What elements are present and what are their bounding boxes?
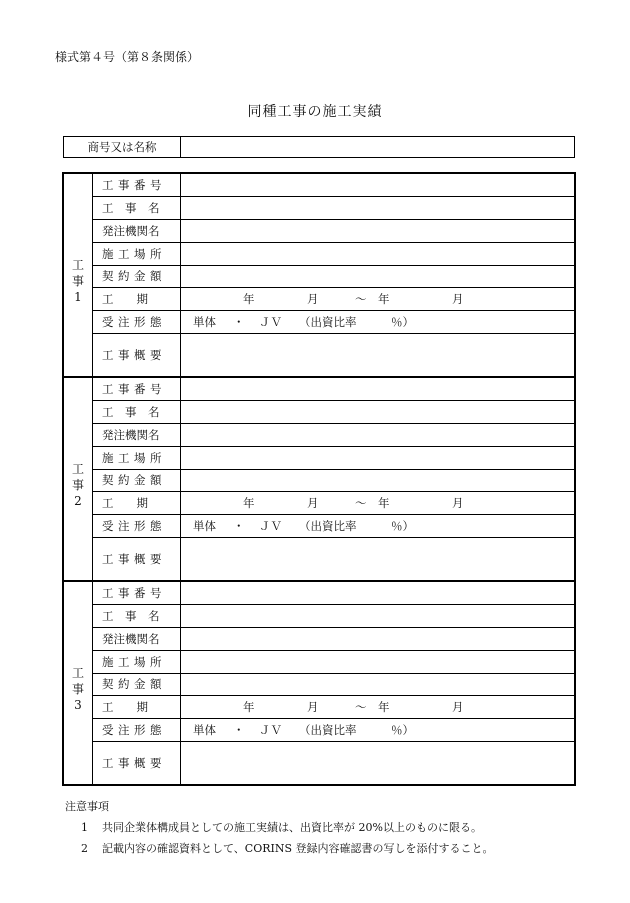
field-label-name: 工 事 名 — [102, 405, 160, 419]
document-title: 同種工事の施工実績 — [247, 104, 383, 120]
period-month: 月 — [307, 496, 319, 510]
project-side-label — [64, 665, 92, 713]
period-month: 月 — [307, 700, 319, 714]
field-label-name: 工 事 名 — [102, 201, 160, 215]
period-tilde: ～ — [355, 700, 367, 714]
field-row-number — [92, 378, 574, 400]
form-single: 単体 — [193, 315, 216, 329]
project-side-char: 事 — [71, 682, 84, 696]
field-value-name[interactable] — [181, 197, 574, 219]
field-row-client — [92, 628, 574, 650]
project-side-label — [64, 461, 92, 509]
project-side-char: 事 — [71, 274, 84, 288]
project-side-char: 事 — [71, 478, 84, 492]
period-year: 年 — [243, 496, 255, 510]
field-value-client[interactable] — [181, 424, 574, 446]
project-side-char: 1 — [74, 290, 82, 304]
note-item — [81, 840, 494, 856]
form-ratio_close: ％） — [391, 315, 414, 329]
company-name-label: 商号又は名称 — [64, 137, 181, 157]
field-value-client[interactable] — [181, 220, 574, 242]
field-value-period[interactable] — [181, 288, 574, 310]
note-text: 記載内容の確認資料として、CORINS 登録内容確認書の写しを添付すること。 — [102, 842, 494, 855]
field-row-period — [92, 288, 574, 310]
field-label-period: 工 期 — [102, 292, 148, 306]
field-value-period[interactable] — [181, 492, 574, 514]
period-month: 月 — [452, 700, 464, 714]
form-jv: ＪＶ — [259, 723, 282, 737]
field-row-client — [92, 220, 574, 242]
field-label-form: 受注形態 — [102, 723, 166, 737]
company-name-field[interactable] — [184, 137, 574, 157]
field-label-period: 工 期 — [102, 496, 148, 510]
field-row-name — [92, 197, 574, 219]
field-value-name[interactable] — [181, 401, 574, 423]
form-dot: ・ — [233, 723, 245, 737]
form-single: 単体 — [193, 723, 216, 737]
field-label-client: 発注機関名 — [102, 632, 160, 646]
company-name-table — [63, 136, 575, 158]
project-side-char: 2 — [74, 494, 82, 508]
field-row-summary — [92, 742, 574, 784]
field-label-summary: 工事概要 — [102, 756, 166, 770]
form-ratio_close: ％） — [391, 723, 414, 737]
field-row-location — [92, 243, 574, 265]
field-value-number[interactable] — [181, 378, 574, 400]
field-value-amount[interactable] — [181, 673, 574, 695]
field-value-form[interactable] — [181, 515, 574, 537]
field-row-period — [92, 696, 574, 718]
field-label-form: 受注形態 — [102, 315, 166, 329]
form-jv: ＪＶ — [259, 519, 282, 533]
field-row-name — [92, 605, 574, 627]
field-value-client[interactable] — [181, 628, 574, 650]
field-row-name — [92, 401, 574, 423]
field-row-amount — [92, 265, 574, 287]
period-year: 年 — [243, 292, 255, 306]
field-row-location — [92, 447, 574, 469]
field-row-amount — [92, 469, 574, 491]
field-row-form — [92, 719, 574, 741]
field-row-number — [92, 582, 574, 604]
field-row-number — [92, 174, 574, 196]
project-side-cell — [64, 378, 93, 580]
field-value-summary[interactable] — [181, 538, 574, 580]
form-single: 単体 — [193, 519, 216, 533]
period-month: 月 — [452, 292, 464, 306]
field-value-number[interactable] — [181, 582, 574, 604]
field-value-location[interactable] — [181, 243, 574, 265]
project-side-char: 工 — [71, 258, 84, 272]
field-row-period — [92, 492, 574, 514]
form-dot: ・ — [233, 519, 245, 533]
field-row-summary — [92, 538, 574, 580]
field-label-summary: 工事概要 — [102, 552, 166, 566]
field-row-summary — [92, 334, 574, 376]
field-label-form: 受注形態 — [102, 519, 166, 533]
project-side-cell — [64, 174, 93, 376]
field-value-period[interactable] — [181, 696, 574, 718]
project-side-char: 3 — [74, 698, 82, 712]
field-value-amount[interactable] — [181, 469, 574, 491]
project-side-cell — [64, 582, 93, 784]
note-number: 2 — [81, 842, 88, 855]
field-label-location: 施工場所 — [102, 247, 166, 261]
field-label-name: 工 事 名 — [102, 609, 160, 623]
field-row-location — [92, 651, 574, 673]
field-row-form — [92, 311, 574, 333]
field-value-form[interactable] — [181, 719, 574, 741]
project-side-char: 工 — [71, 666, 84, 680]
project-side-char: 工 — [71, 462, 84, 476]
field-label-period: 工 期 — [102, 700, 148, 714]
field-label-client: 発注機関名 — [102, 224, 160, 238]
period-tilde: ～ — [355, 496, 367, 510]
project-block — [62, 172, 576, 378]
field-value-summary[interactable] — [181, 334, 574, 376]
field-value-amount[interactable] — [181, 265, 574, 287]
form-jv: ＪＶ — [259, 315, 282, 329]
form-dot: ・ — [233, 315, 245, 329]
form-ratio_open: （出資比率 — [299, 519, 357, 533]
period-month: 月 — [452, 496, 464, 510]
period-year: 年 — [378, 496, 390, 510]
project-side-label — [64, 257, 92, 305]
period-year: 年 — [378, 292, 390, 306]
field-label-number: 工事番号 — [102, 382, 166, 396]
project-block — [62, 376, 576, 582]
note-text: 共同企業体構成員としての施工実績は、出資比率が 20%以上のものに限る。 — [102, 821, 482, 834]
field-label-client: 発注機関名 — [102, 428, 160, 442]
form-number: 様式第４号（第８条関係） — [55, 50, 200, 64]
period-year: 年 — [378, 700, 390, 714]
note-item — [81, 819, 482, 835]
field-row-client — [92, 424, 574, 446]
field-value-location[interactable] — [181, 447, 574, 469]
period-tilde: ～ — [355, 292, 367, 306]
field-row-amount — [92, 673, 574, 695]
field-value-name[interactable] — [181, 605, 574, 627]
period-month: 月 — [307, 292, 319, 306]
field-value-summary[interactable] — [181, 742, 574, 784]
form-ratio_open: （出資比率 — [299, 723, 357, 737]
field-value-location[interactable] — [181, 651, 574, 673]
note-number: 1 — [81, 821, 88, 834]
period-year: 年 — [243, 700, 255, 714]
field-label-amount: 契約金額 — [102, 269, 166, 283]
field-value-form[interactable] — [181, 311, 574, 333]
field-row-form — [92, 515, 574, 537]
field-label-number: 工事番号 — [102, 586, 166, 600]
form-ratio_close: ％） — [391, 519, 414, 533]
field-label-amount: 契約金額 — [102, 473, 166, 487]
field-label-location: 施工場所 — [102, 451, 166, 465]
field-label-summary: 工事概要 — [102, 348, 166, 362]
form-ratio_open: （出資比率 — [299, 315, 357, 329]
project-block — [62, 580, 576, 786]
field-label-number: 工事番号 — [102, 178, 166, 192]
field-label-location: 施工場所 — [102, 655, 166, 669]
field-label-amount: 契約金額 — [102, 677, 166, 691]
notes-title: 注意事項 — [65, 800, 109, 813]
field-value-number[interactable] — [181, 174, 574, 196]
